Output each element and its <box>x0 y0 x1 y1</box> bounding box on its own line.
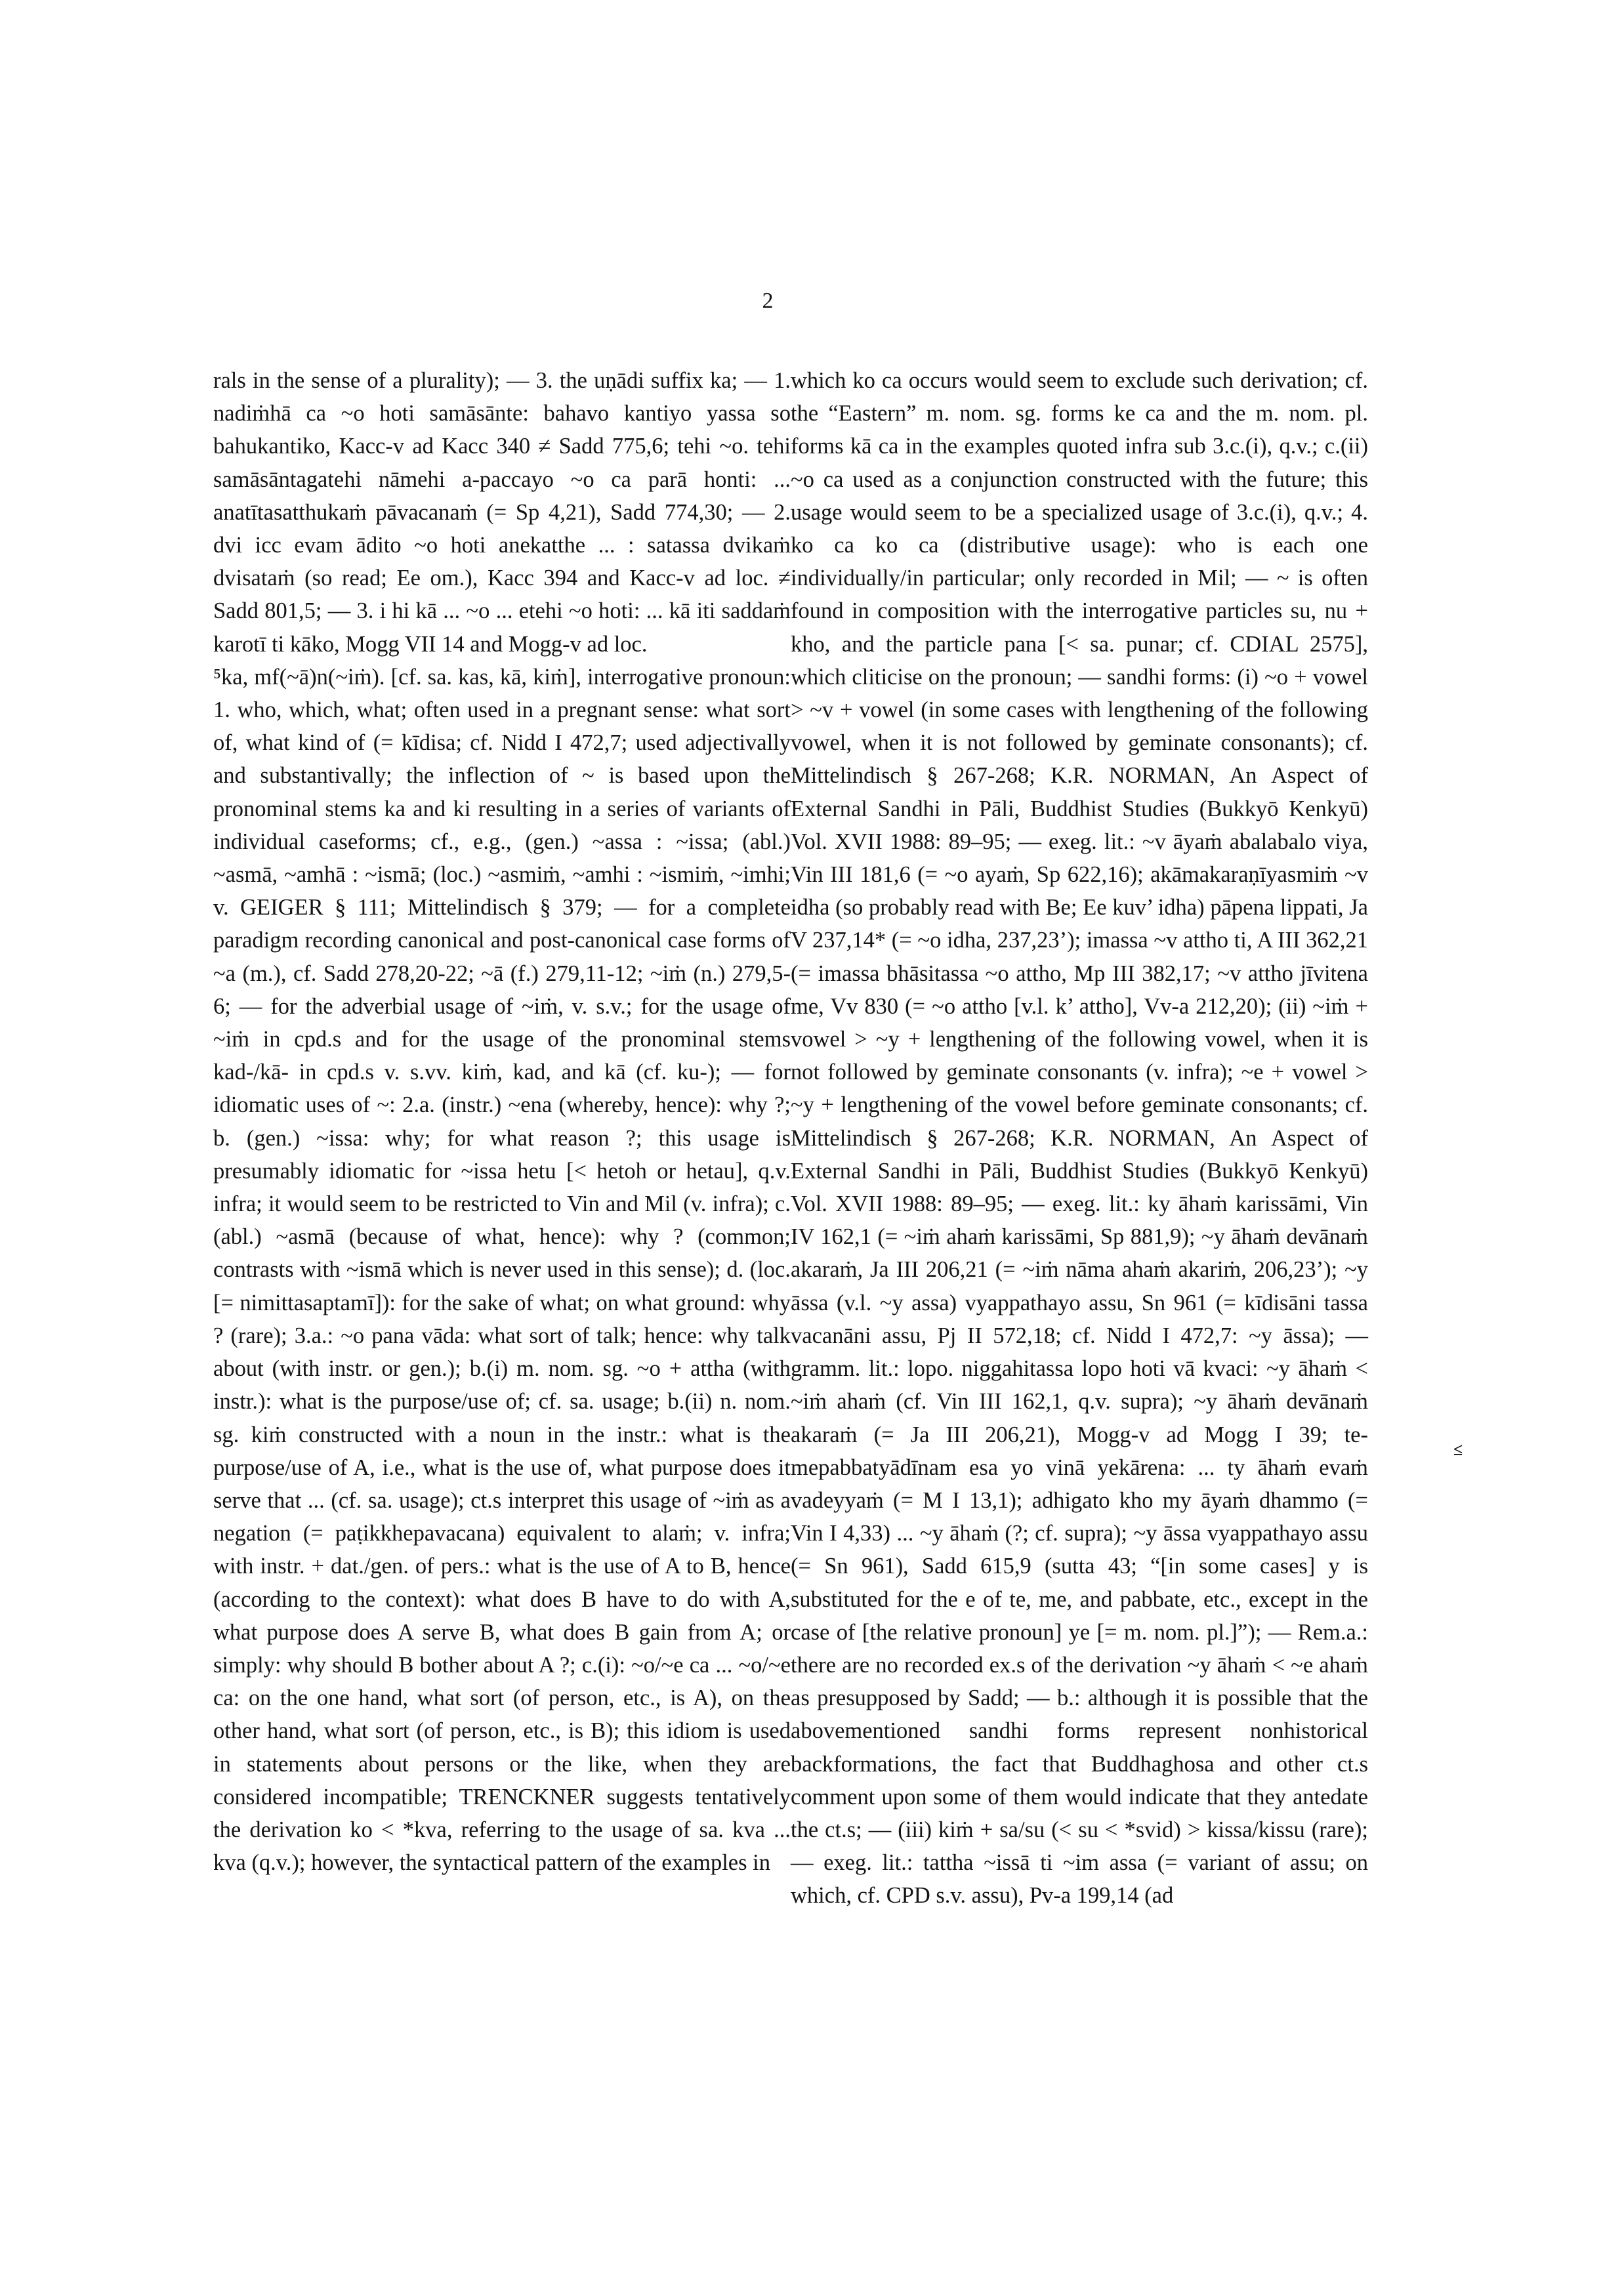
left-column <box>213 364 791 1879</box>
right-column <box>791 364 1368 1912</box>
page-number: 2 <box>762 289 774 313</box>
left-paragraph-1: rals in the sense of a plurality); — 3. the uṇādi suffix ka; — 1. nadiṁhā ca ~o hoti samāsānte: bahavo kantiyo yassa so bahukantiko, Kacc-v ad Kacc 340 ≠ Sadd 775,6; tehi ~o. tehi samāsāntagatehi nāmehi a-paccayo ~o ca parā honti: ... anatītasatthukaṁ pāvacanaṁ (= Sp 4,21), Sadd 774,30; — 2. dvi icc evam ādito ~o hoti anekatthe ... : satassa dvikaṁ dvisataṁ (so read; Ee om.), Kacc 394 and Kacc-v ad loc. ≠ Sadd 801,5; — 3. i hi kā ... ~o ... etehi ~o hoti: ... kā iti saddaṁ karotī ti kāko, Mogg VII 14 and Mogg-v ad loc. <box>213 368 791 657</box>
right-paragraph-1: which ko ca occurs would seem to exclude such derivation; cf. the “Eastern” m. nom. sg. forms ke ca and the m. nom. pl. forms kā ca in the examples quoted infra sub 3.c.(i), q.v.; c.(ii) ~o ca used as a conjunction constructed with the future; this usage would seem to be a specialized usage of 3.c.(i), q.v.; 4. ko ca ko ca (distributive usage): who is each one individually/in particular; only recorded in Mil; — ~ is often found in composition with the interrogative particles su, nu + kho, and the particle pana [< sa. punar; cf. CDIAL 2575], which cliticise on the pronoun; — sandhi forms: (i) ~o + vowel > ~v + vowel (in some cases with lengthening of the following vowel, when it is not followed by geminate consonants); cf. Mittelindisch § 267-268; K.R. NORMAN, An Aspect of External Sandhi in Pāli, Buddhist Studies (Bukkyō Kenkyū) Vol. XVII 1988: 89–95; — exeg. lit.: ~v āyaṁ abalabalo viya, Vin III 181,6 (= ~o ayaṁ, Sp 622,16); akāmakaraṇīyasmiṁ ~v idha (so probably read with Be; Ee kuv’ idha) pāpena lippati, Ja V 237,14* (= ~o idha, 237,23’); imassa ~v attho ti, A III 362,21 (= imassa bhāsitassa ~o attho, Mp III 382,17; ~v attho jīvitena me, Vv 830 (= ~o attho [v.l. k’ attho], Vv-a 212,20); (ii) ~iṁ + vowel > ~y + lengthening of the following vowel, when it is not followed by geminate consonants (v. infra); ~e + vowel > ~y + lengthening of the vowel before geminate consonants; cf. Mittelindisch § 267-268; K.R. NORMAN, An Aspect of External Sandhi in Pāli, Buddhist Studies (Bukkyō Kenkyū) Vol. XVII 1988: 89–95; — exeg. lit.: ky āhaṁ karissāmi, Vin IV 162,1 (= ~iṁ ahaṁ karissāmi, Sp 881,9); ~y āhaṁ devānaṁ akaraṁ, Ja III 206,21 (= ~iṁ nāma ahaṁ akariṁ, 206,23’); ~y āssa (v.l. ~y assa) vyappathayo assu, Sn 961 (= kīdisāni tassa vacanāni assu, Pj II 572,18; cf. Nidd I 472,7: ~y āssa); — gramm. lit.: lopo. niggahitassa lopo hoti vā kvaci: ~y āhaṁ < ~iṁ ahaṁ (cf. Vin III 162,1, q.v. supra); ~y āhaṁ devānaṁ akaraṁ (= Ja III 206,21), Mogg-v ad Mogg I 39; te-mepabbatyādīnam esa yo vinā yekārena: ... ty āhaṁ evaṁ vadeyyaṁ (= M I 13,1); adhigato kho my āyaṁ dhammo (= Vin I 4,33) ... ~y āhaṁ (?; cf. supra); ~y āssa vyappathayo assu (= Sn 961), Sadd 615,9 (sutta 43; “[in some cases] y is substituted for the e of te, me, and pabbate, etc., except in the case of [the relative pronoun] ye [= m. nom. pl.]”); — Rem.a.: there are no recorded ex.s of the derivation ~y āhaṁ < ~e ahaṁ as presupposed by Sadd; — b.: although it is possible that the abovementioned sandhi forms represent nonhistorical backformations, the fact that Buddhaghosa and other ct.s comment upon some of them would indicate that they antedate the ct.s; — (iii) kiṁ + sa/su (< su < *svid) > kissa/kissu (rare); — exeg. lit.: tattha ~issā ti ~im assa (= variant of assu; on which, cf. CPD s.v. assu), Pv-a 199,14 (ad <box>791 368 1368 1909</box>
stray-mark: ≤ <box>1453 1440 1463 1459</box>
left-paragraph-2: ⁵ka, mf(~ā)n(~iṁ). [cf. sa. kas, kā, kiṁ], interrogative pronoun: 1. who, which, what; often used in a pregnant sense: what sort of, what kind of (= kīdisa; cf. Nidd I 472,7; used adjectivally and substantivally; the inflection of ~ is based upon the pronominal stems ka and ki resulting in a series of variants of individual caseforms; cf., e.g., (gen.) ~assa : ~issa; (abl.) ~asmā, ~amhā : ~ismā; (loc.) ~asmiṁ, ~amhi : ~ismiṁ, ~imhi; v. GEIGER § 111; Mittelindisch § 379; — for a complete paradigm recording canonical and post-canonical case forms of ~a (m.), cf. Sadd 278,20-22; ~ā (f.) 279,11-12; ~iṁ (n.) 279,5-6; — for the adverbial usage of ~iṁ, v. s.v.; for the usage of ~iṁ in cpd.s and for the usage of the pronominal stems kad-/kā- in cpd.s v. s.vv. kiṁ, kad, and kā (cf. ku-); — for idiomatic uses of ~: 2.a. (instr.) ~ena (whereby, hence): why ?; b. (gen.) ~issa: why; for what reason ?; this usage is presumably idiomatic for ~issa hetu [< hetoh or hetau], q.v. infra; it would seem to be restricted to Vin and Mil (v. infra); c. (abl.) ~asmā (because of what, hence): why ? (common; contrasts with ~ismā which is never used in this sense); d. (loc. [= nimittasaptamī]): for the sake of what; on what ground: why ? (rare); 3.a.: ~o pana vāda: what sort of talk; hence: why talk about (with instr. or gen.); b.(i) m. nom. sg. ~o + attha (with instr.): what is the purpose/use of; cf. sa. usage; b.(ii) n. nom. sg. kiṁ constructed with a noun in the instr.: what is the purpose/use of A, i.e., what is the use of, what purpose does it serve that ... (cf. sa. usage); ct.s interpret this usage of ~iṁ as a negation (= paṭikkhepavacana) equivalent to alaṁ; v. infra; with instr. + dat./gen. of pers.: what is the use of A to B, hence (according to the context): what does B have to do with A, what purpose does A serve B, what does B gain from A; or simply: why should B bother about A ?; c.(i): ~o/~e ca ... ~o/~e ca: on the one hand, what sort (of person, etc., is A), on the other hand, what sort (of person, etc., is B); this idiom is used in statements about persons or the like, when they are considered incompatible; TRENCKNER suggests tentatively the derivation ko < *kva, referring to the usage of sa. kva ... kva (q.v.); however, the syntactical pattern of the examples in <box>213 664 791 1876</box>
